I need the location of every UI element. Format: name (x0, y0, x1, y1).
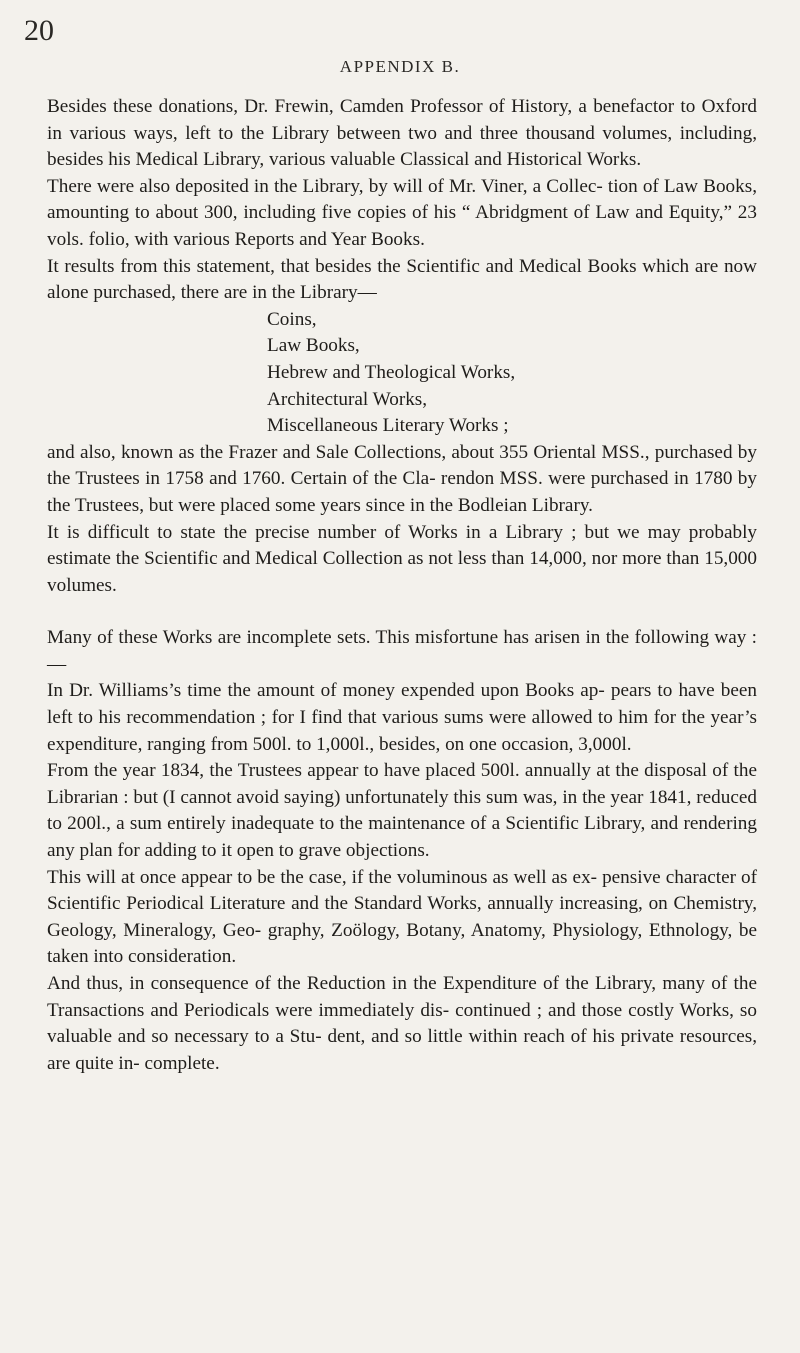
paragraph: And thus, in consequence of the Reduction in the Expenditure of the Library, many of the Transactions and Periodicals were immediately dis- continued ; and those costly Works, so valuable and so necessary to a Stu- dent, and so little within reach of his private resources, are quite in- complete. (47, 973, 757, 1074)
paragraph: It results from this statement, that besides the Scientific and Medical Books which are now alone purchased, there are in the Library— (47, 255, 757, 304)
list-item: Coins, (267, 308, 317, 330)
paragraph: This will at once appear to be the case, if the voluminous as well as ex- pensive character of Scientific Periodical Literature and the Standard Works, annually increasing, on Chemistry, Geology, Mineralogy, Geo- graphy, Zoölogy, Botany, Anatomy, Physiology, Ethnology, be taken into consideration. (47, 866, 757, 968)
list-item: Hebrew and Theological Works, (267, 361, 516, 383)
section-gap (47, 599, 757, 625)
paragraph: Many of these Works are incomplete sets. This misfortune has arisen in the following way :— (47, 627, 757, 675)
collection-list (47, 307, 757, 440)
page-number: 20 (24, 14, 54, 47)
running-head: APPENDIX B. (339, 57, 461, 76)
list-item: Architectural Works, (267, 388, 428, 410)
paragraph: and also, known as the Frazer and Sale Collections, about 355 Oriental MSS., purchased by the Trustees in 1758 and 1760. Certain of the Cla- rendon MSS. were purchased in 1780 by the Trustees, but were placed some years since in the Bodleian Library. (47, 441, 757, 516)
paragraph: It is difficult to state the precise number of Works in a Library ; but we may probably estimate the Scientific and Medical Collection as not less than 14,000, nor more than 15,000 volumes. (47, 521, 757, 596)
list-item: Miscellaneous Literary Works ; (267, 415, 509, 437)
paragraph: From the year 1834, the Trustees appear to have placed 500l. annually at the disposal of the Librarian : but (I cannot avoid saying) unfortunately this sum was, in the year 1841, reduced to 200l., a sum entirely inadequate to the maintenance of a Scientific Library, and rendering any plan for adding to it open to grave objections. (47, 760, 757, 862)
paragraph: There were also deposited in the Library, by will of Mr. Viner, a Collec- tion of Law Books, amounting to about 300, including five copies of his “ Abridgment of Law and Equity,” 23 vols. folio, with various Reports and Year Books. (47, 175, 757, 250)
paragraph: In Dr. Williams’s time the amount of money expended upon Books ap- pears to have been left to his recommendation ; for I find that various sums were allowed to him for the year’s expenditure, ranging from 500l. to 1,000l., besides, on one occasion, 3,000l. (47, 680, 757, 755)
body-text (47, 94, 757, 1077)
list-item: Law Books, (267, 335, 360, 357)
paragraph: Besides these donations, Dr. Frewin, Camden Professor of History, a benefactor to Oxford in various ways, left to the Library between two and three thousand volumes, including, besides his Medical Library, various valuable Classical and Historical Works. (47, 96, 757, 171)
